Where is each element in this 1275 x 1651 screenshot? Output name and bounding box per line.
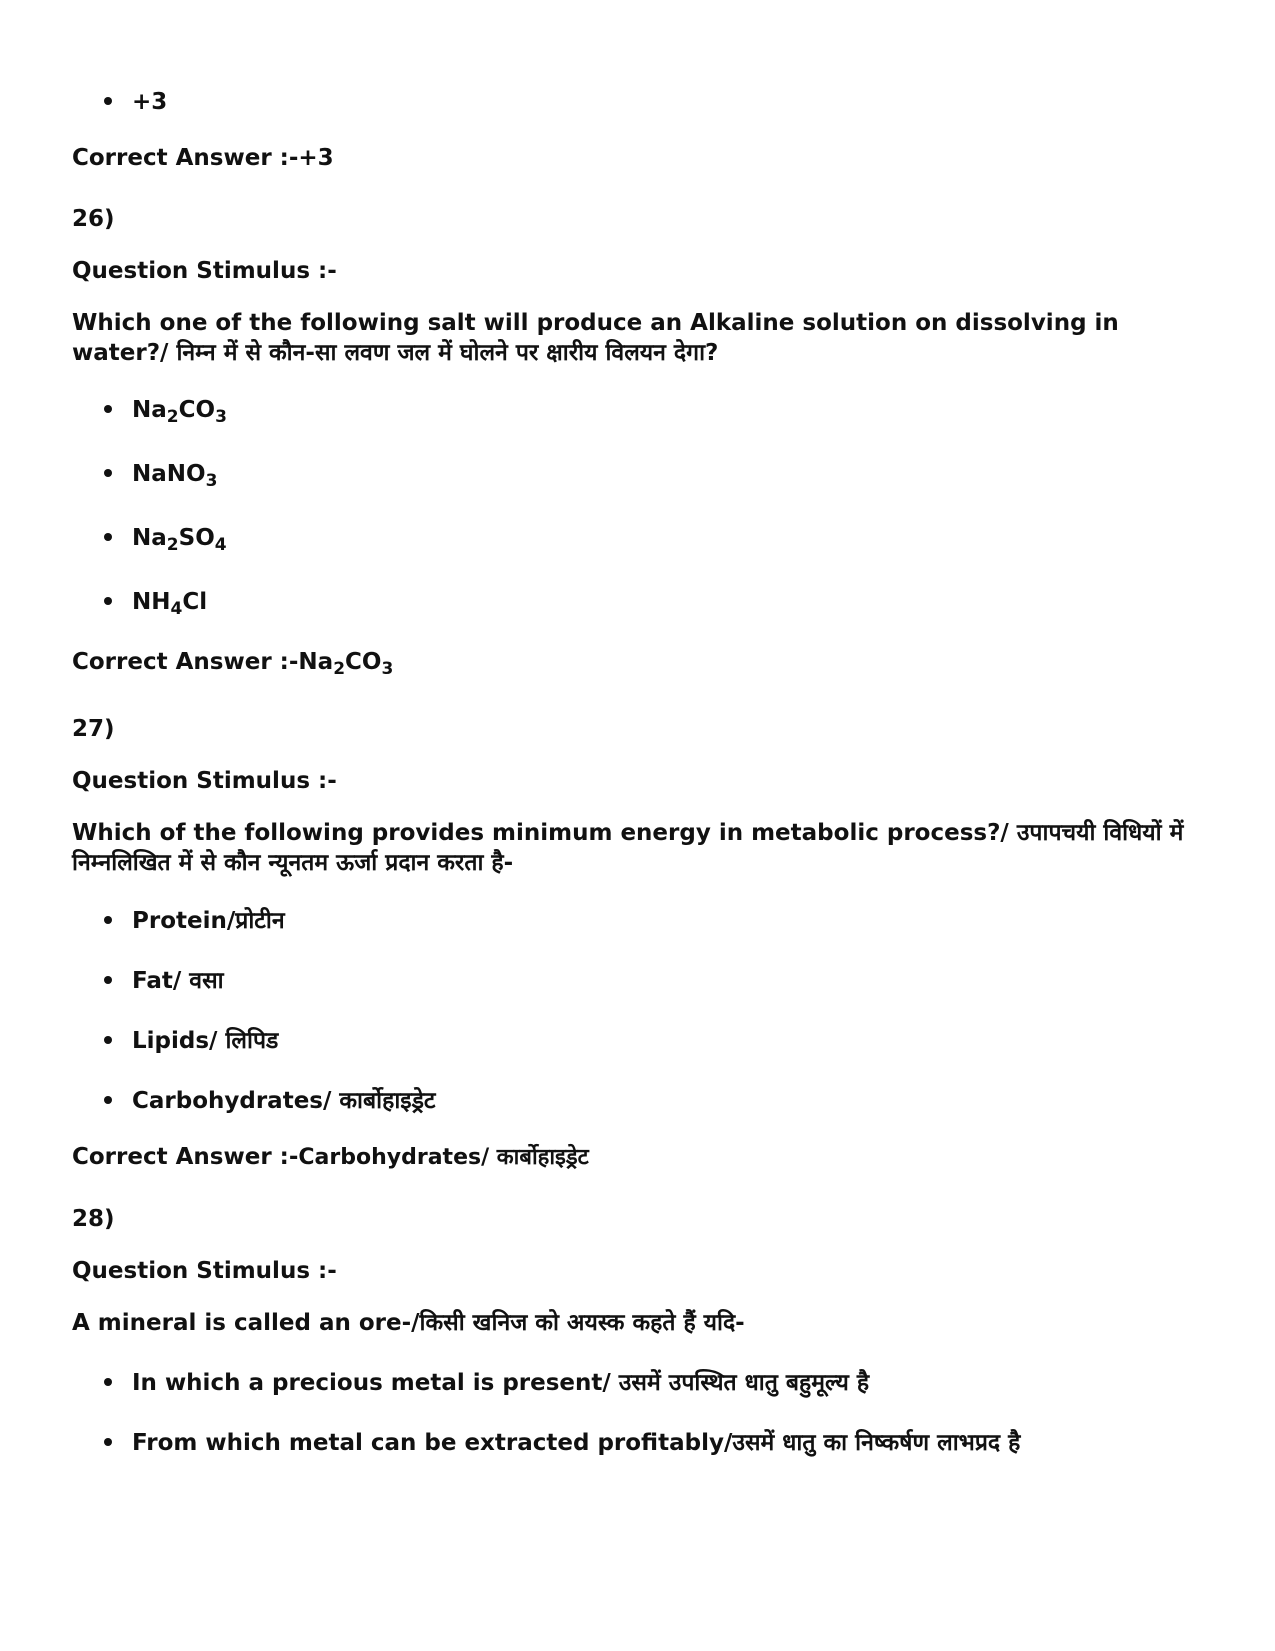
question-number: 27) (72, 716, 115, 742)
option-text: Protein/प्रोटीन (132, 908, 285, 934)
bullet-icon (104, 1378, 112, 1386)
correct-answer-label: Correct Answer :- (72, 649, 299, 675)
correct-answer-label: Correct Answer :- (72, 145, 299, 171)
q27-option-3 (104, 1026, 278, 1056)
question-text: Which one of the following salt will produce an Alkaline solution on dissolving in water?/ निम्न में से कौन-सा लवण जल में घोलने पर क्षारीय विलयन देगा? (72, 310, 1119, 366)
q26-option-1 (104, 395, 227, 432)
option-text: Carbohydrates/ कार्बोहाइड्रेट (132, 1088, 436, 1114)
bullet-icon (104, 1438, 112, 1446)
option-text: $NH_4Cl$ (132, 589, 208, 619)
bullet-icon (104, 1036, 112, 1044)
q25-correct-answer (72, 143, 334, 173)
option-text: +3 (132, 89, 168, 115)
bullet-icon (104, 976, 112, 984)
option-text: $Na_2SO_4$ (132, 525, 227, 555)
option-text: $Na_2CO_3$ (132, 397, 227, 427)
correct-answer-value: +3 (298, 145, 334, 171)
correct-answer-value: Carbohydrates/ कार्बोहाइड्रेट (298, 1145, 589, 1170)
q25-option (104, 87, 167, 117)
bullet-icon (104, 533, 112, 541)
question-stimulus-label: Question Stimulus :- (72, 768, 337, 794)
q26-option-2 (104, 459, 217, 496)
q28-option-2 (104, 1428, 1020, 1458)
q27-option-2 (104, 966, 224, 996)
bullet-icon (104, 916, 112, 924)
question-stimulus-label: Question Stimulus :- (72, 1258, 337, 1284)
question-number: 28) (72, 1206, 115, 1232)
bullet-icon (104, 405, 112, 413)
question-text: A mineral is called an ore-/किसी खनिज को अयस्क कहते हैं यदि- (72, 1310, 745, 1336)
correct-answer-label: Correct Answer :- (72, 1144, 299, 1170)
q26-option-4 (104, 587, 207, 624)
bullet-icon (104, 597, 112, 605)
option-text: In which a precious metal is present/ उसमें उपस्थित धातु बहुमूल्य है (132, 1370, 870, 1396)
q26-correct-answer (72, 647, 393, 684)
bullet-icon (104, 1096, 112, 1104)
q27-correct-answer (72, 1142, 589, 1173)
bullet-icon (104, 97, 112, 105)
bullet-icon (104, 469, 112, 477)
option-text: NaNO$_3$ (132, 461, 218, 491)
correct-answer-value: $Na_2CO_3$ (298, 649, 394, 679)
q27-option-4 (104, 1086, 435, 1116)
q28-option-1 (104, 1368, 869, 1398)
question-stimulus-label: Question Stimulus :- (72, 258, 337, 284)
option-text: Fat/ वसा (132, 968, 224, 994)
option-text: From which metal can be extracted profitably/उसमें धातु का निष्कर्षण लाभप्रद है (132, 1430, 1021, 1456)
question-number: 26) (72, 206, 115, 232)
option-text: Lipids/ लिपिड (132, 1028, 279, 1054)
question-text: Which of the following provides minimum energy in metabolic process?/ उपापचयी विधियों में निम्नलिखित में से कौन न्यूनतम ऊर्जा प्रदान करता है- (72, 820, 1184, 876)
q26-option-3 (104, 523, 227, 560)
q27-option-1 (104, 906, 285, 936)
